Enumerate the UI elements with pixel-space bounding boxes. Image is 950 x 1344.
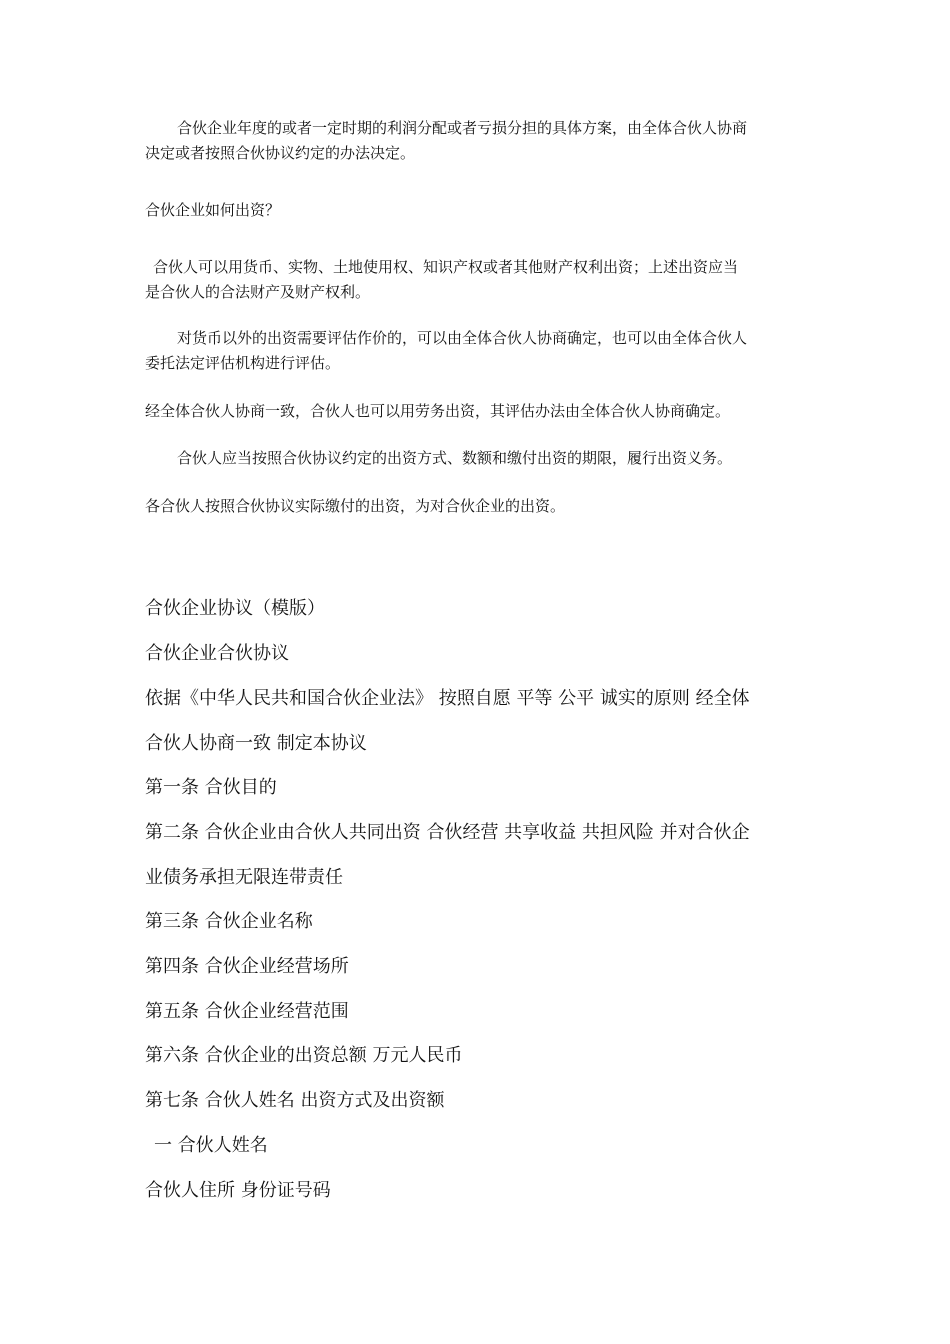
paragraph-assets-line-1: 合伙人可以用货币、实物、土地使用权、知识产权或者其他财产权利出资；上述出资应当 <box>153 258 739 276</box>
article-2-line-1: 第二条 合伙企业由合伙人共同出资 合伙经营 共享收益 共担风险 并对合伙企 <box>145 822 750 843</box>
paragraph-assets-line-2: 是合伙人的合法财产及财产权利。 <box>145 283 371 301</box>
heading-contribution: 合伙企业如何出资？ <box>145 201 281 219</box>
paragraph-actual: 各合伙人按照合伙协议实际缴付的出资，为对合伙企业的出资。 <box>145 497 566 515</box>
article-5: 第五条 合伙企业经营范围 <box>145 1001 349 1022</box>
paragraph-valuation-line-1: 对货币以外的出资需要评估作价的，可以由全体合伙人协商确定，也可以由全体合伙人 <box>177 329 748 347</box>
paragraph-labor: 经全体合伙人协商一致，合伙人也可以用劳务出资，其评估办法由全体合伙人协商确定。 <box>145 402 731 420</box>
preamble-line-2: 合伙人协商一致 制定本协议 <box>145 733 367 754</box>
paragraph-profit-line-1: 合伙企业年度的或者一定时期的利润分配或者亏损分担的具体方案，由全体合伙人协商 <box>177 119 748 137</box>
preamble-line-1: 依据《中华人民共和国合伙企业法》 按照自愿 平等 公平 诚实的原则 经全体 <box>145 688 750 709</box>
article-3: 第三条 合伙企业名称 <box>145 911 313 932</box>
article-7: 第七条 合伙人姓名 出资方式及出资额 <box>145 1090 445 1111</box>
article-2-line-2: 业债务承担无限连带责任 <box>145 867 343 888</box>
partner-fields: 合伙人住所 身份证号码 <box>145 1180 331 1201</box>
agreement-title: 合伙企业合伙协议 <box>145 643 289 664</box>
article-1: 第一条 合伙目的 <box>145 777 277 798</box>
article-6: 第六条 合伙企业的出资总额 万元人民币 <box>145 1045 463 1066</box>
paragraph-obligation: 合伙人应当按照合伙协议约定的出资方式、数额和缴付出资的期限，履行出资义务。 <box>177 449 733 467</box>
article-4: 第四条 合伙企业经营场所 <box>145 956 349 977</box>
paragraph-valuation-line-2: 委托法定评估机构进行评估。 <box>145 354 341 372</box>
template-title: 合伙企业协议（模版） <box>145 598 325 619</box>
item-1-partner-name: 一 合伙人姓名 <box>154 1135 268 1156</box>
paragraph-profit-line-2: 决定或者按照合伙协议约定的办法决定。 <box>145 144 416 162</box>
